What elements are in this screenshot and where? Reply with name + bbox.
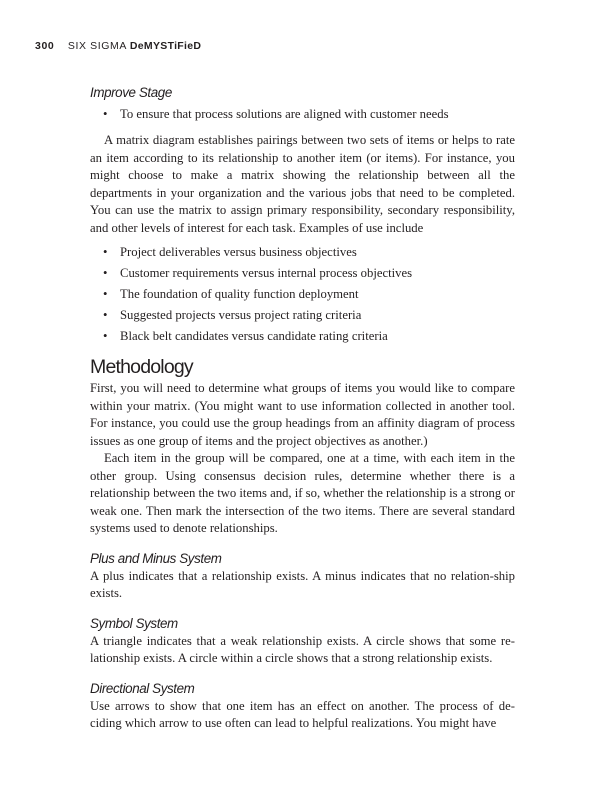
methodology-paragraph-2: Each item in the group will be compared, one at a time, with each item in the other group. Using consensus decision rules, determine whether there is a relationship between the two items and, if so, whether the relationship is a strong or weak one. Then mark the intersection of the two items. There are several standard systems used to denote relationships. xyxy=(90,451,515,535)
list-item: • Customer requirements versus internal process objectives xyxy=(90,263,515,284)
directional-system-heading: Directional System xyxy=(90,680,195,696)
directional-system-paragraph: Use arrows to show that one item has an effect on another. The process of de-ciding which arrow to use often can lead to helpful realizations. You might have xyxy=(90,698,515,730)
bullet-icon: • xyxy=(103,287,108,301)
bullet-icon: • xyxy=(103,245,108,259)
list-item: • Project deliverables versus business objectives xyxy=(90,242,515,263)
page-number: 300 xyxy=(35,40,55,52)
list-item: • Black belt candidates versus candidate rating criteria xyxy=(90,326,515,347)
book-title: DeMYSTiFieD xyxy=(129,40,202,52)
list-item: • The foundation of quality function deployment xyxy=(90,284,515,305)
series-title: SIX SIGMA xyxy=(67,40,127,52)
matrix-diagram-paragraph: A matrix diagram establishes pairings between two sets of items or helps to rate an item according to its relationship to another item (or items). For instance, you might choose to make a matrix showing the relationship between all the departments in your organization and the various jobs that need to be completed. You can use the matrix to assign primary responsibility, secondary responsibility, and other levels of interest for each task. Examples of use include xyxy=(90,133,515,235)
methodology-heading: Methodology xyxy=(90,356,193,378)
improve-stage-heading: Improve Stage xyxy=(90,85,172,100)
plus-minus-paragraph: A plus indicates that a relationship exists. A minus indicates that no relation-ship exists. xyxy=(90,568,515,600)
symbol-system-paragraph: A triangle indicates that a weak relationship exists. A circle shows that some re-lationship exists. A circle within a circle shows that a strong relationship exists. xyxy=(90,633,515,665)
bullet-icon: • xyxy=(103,107,108,121)
bullet-icon: • xyxy=(103,308,108,322)
symbol-system-heading: Symbol System xyxy=(90,615,178,631)
page-content xyxy=(90,84,515,733)
examples-list xyxy=(90,242,515,347)
list-item: • Suggested projects versus project rating criteria xyxy=(90,305,515,326)
list-item: • To ensure that process solutions are aligned with customer needs xyxy=(90,104,515,125)
plus-minus-heading: Plus and Minus System xyxy=(90,550,222,566)
running-head xyxy=(35,40,201,52)
improve-stage-bullet-list xyxy=(90,104,515,125)
bullet-icon: • xyxy=(103,266,108,280)
bullet-icon: • xyxy=(103,329,108,343)
methodology-paragraph-1: First, you will need to determine what groups of items you would like to compare within your matrix. (You might want to use information collected in another tool. For instance, you could use the group headings from an affinity diagram of process issues as one group of items and the project objectives as another.) xyxy=(90,381,515,448)
